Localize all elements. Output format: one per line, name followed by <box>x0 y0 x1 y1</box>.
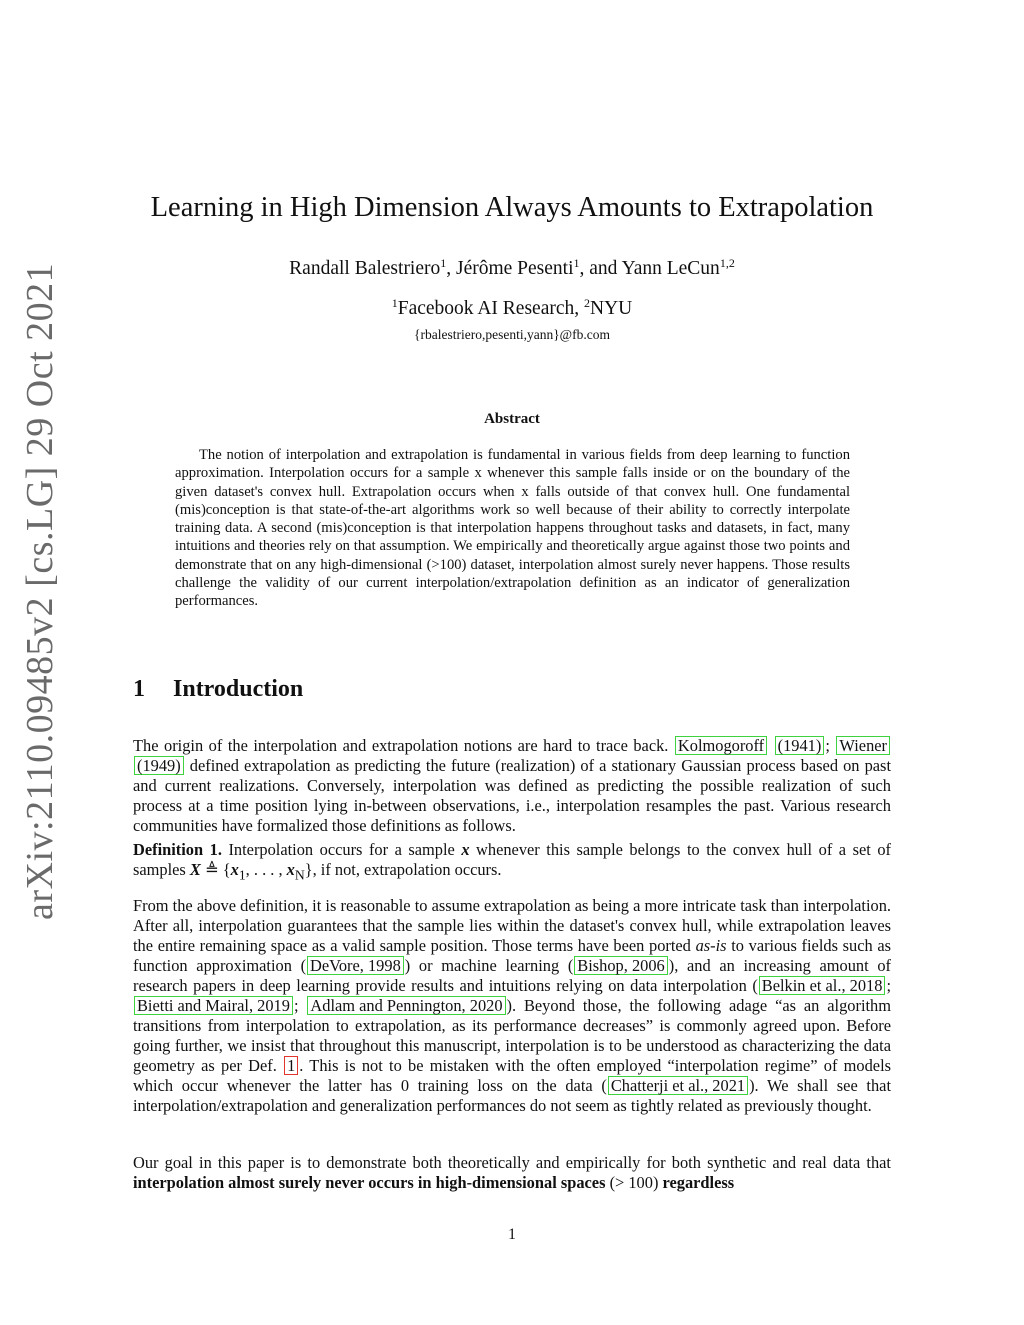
author-affiliation-mark: 1 <box>573 256 580 270</box>
citation-link[interactable]: Adlam and Pennington, 2020 <box>307 996 505 1015</box>
citation-link[interactable]: Wiener <box>836 736 890 755</box>
arxiv-identifier-stamp: arXiv:2110.09485v2 [cs.LG] 29 Oct 2021 <box>19 262 61 920</box>
definition-reference-link[interactable]: 1 <box>284 1056 298 1075</box>
author-emails: {rbalestriero,pesenti,yann}@fb.com <box>414 327 610 342</box>
author-name: Randall Balestriero <box>289 258 441 279</box>
definition-block: Definition 1. Interpolation occurs for a sample x whenever this sample belongs to the convex hull of a set of samples X ≜ {$x_1$, . . . , $x_N$}, if not, extrapolation occurs. <box>133 840 891 883</box>
intro-paragraph-3: Our goal in this paper is to demonstrate both theoretically and empirically for both synthetic and real data that interpolation almost surely never occurs in high-dimensional spaces (> 100) regardless <box>133 1153 891 1192</box>
citation-link[interactable]: Bietti and Mairal, 2019 <box>134 996 293 1015</box>
citation-link[interactable]: Chatterji et al., 2021 <box>608 1076 748 1095</box>
page-number: 1 <box>508 1226 516 1243</box>
citation-link[interactable]: Belkin et al., 2018 <box>759 976 886 995</box>
intro-paragraph-1: The origin of the interpolation and extrapolation notions are hard to trace back. Kolmogoroff (1941) ; Wiener (1949) defined extrapolation as predicting the future (realization) of a stationary Gaussian process based on past and current realizations. Conversely, interpolation was defined as predicting the possible realization of such process at a time position lying in-between observations, i.e., interpolation resamples the past. Various research communities have formalized those definitions as follows. <box>133 736 891 835</box>
author-affiliation-mark: 1 <box>440 256 447 270</box>
section-title: Introduction <box>173 676 304 702</box>
citation-link[interactable]: (1949) <box>134 756 184 775</box>
author-list: Randall Balestriero$^1$, Jérôme Pesenti$^1$, and Yann LeCun$^{1,2}$ <box>289 256 735 279</box>
citation-link[interactable]: Bishop, 2006 <box>574 956 667 975</box>
section-heading <box>133 676 303 703</box>
affiliations: $^1$Facebook AI Research, $^2$NYU <box>391 296 633 319</box>
author-name: Jérôme Pesenti <box>456 258 574 279</box>
intro-paragraph-2: From the above definition, it is reasonable to assume extrapolation as being a more intricate task than interpolation. After all, interpolation guarantees that the sample lies within the dataset's convex hull, while extrapolation leaves the entire remaining space as a valid sample position. Those terms have been ported as-is to various fields such as function approximation ( DeVore, 1998 ) or machine learning ( Bishop, 2006 ), and an increasing amount of research papers in deep learning provide results and intuitions relying on data interpolation ( Belkin et al., 2018 ; Bietti and Mairal, 2019 ; Adlam and Pennington, 2020 ). Beyond those, the following adage “as an algorithm transitions from interpolation to extrapolation, as its performance decreases” is commonly agreed upon. Before going further, we insist that throughout this manuscript, interpolation is to be understood as characterizing the data geometry as per Def. 1 . This is not to be mistaken with the often employed “interpolation regime” of models which occur whenever the latter has 0 training loss on the data ( Chatterji et al., 2021 ). We shall see that interpolation/extrapolation and generalization performances do not seem as tightly related as previously thought. <box>133 896 891 1115</box>
citation-link[interactable]: (1941) <box>775 736 825 755</box>
citation-link[interactable]: DeVore, 1998 <box>307 956 404 975</box>
author-name: Yann LeCun <box>621 258 720 279</box>
citation-link[interactable]: Kolmogoroff <box>675 736 767 755</box>
section-number: 1 <box>133 676 145 702</box>
paper-title: Learning in High Dimension Always Amounts to Extrapolation <box>150 192 874 223</box>
abstract-body: The notion of interpolation and extrapolation is fundamental in various fields from deep learning to function approximation. Interpolation occurs for a sample x whenever this sample falls inside or on the boundary of the given dataset's convex hull. Extrapolation occurs when x falls outside of that convex hull. One fundamental (mis)conception is that state-of-the-art algorithms work so well because of their ability to correctly interpolate training data. A second (mis)conception is that interpolation happens throughout tasks and datasets, in fact, many intuitions and theories rely on that assumption. We empirically and theoretically argue against those two points and demonstrate that on any high-dimensional (>100) dataset, interpolation almost surely never happens. Those results challenge the validity of our current interpolation/extrapolation definition as an indicator of generalization performances. <box>175 447 850 610</box>
author-affiliation-mark: 1,2 <box>719 256 735 270</box>
definition-label: Definition 1. <box>133 840 222 859</box>
abstract-heading: Abstract <box>484 411 540 427</box>
